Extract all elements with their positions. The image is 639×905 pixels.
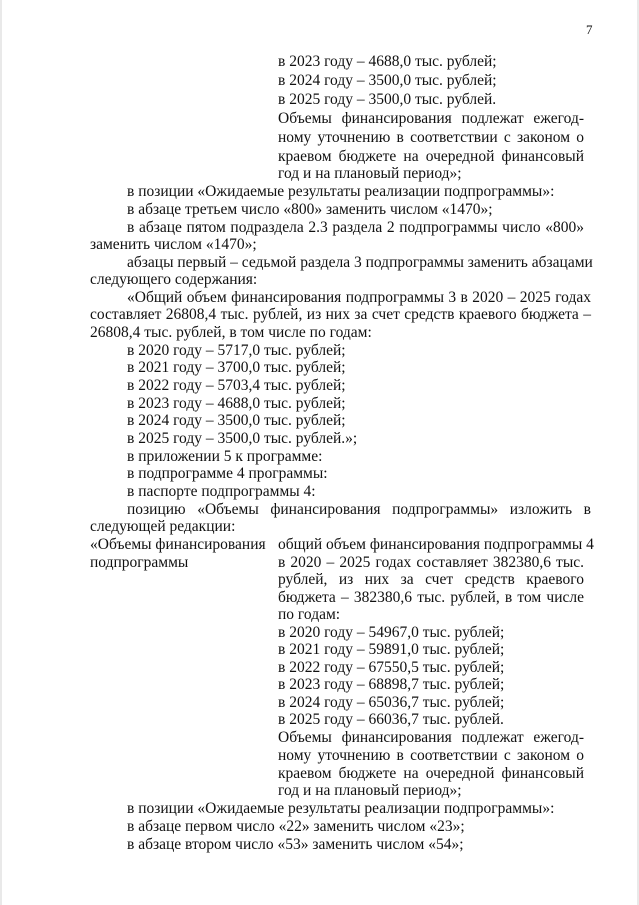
table-right-line-10: в 2024 году – 65036,7 тыс. рублей;	[278, 694, 505, 711]
table-right-line-6: в 2020 году – 54967,0 тыс. рублей;	[278, 624, 505, 641]
body-line-13: в 2023 году – 4688,0 тыс. рублей;	[127, 395, 346, 412]
body-line-12: в 2022 году – 5703,4 тыс. рублей;	[127, 377, 346, 394]
top-line-7: год и на плановый период»;	[278, 165, 462, 182]
body-line-3: в абзаце пятом подраздела 2.3 раздела 2 подпрограммы число «800»	[127, 219, 584, 236]
body-line-2: в абзаце третьем число «800» заменить числом «1470»;	[127, 201, 493, 218]
body-line-6: следующего содержания:	[90, 271, 258, 288]
table-left-line-2: подпрограммы	[90, 554, 189, 571]
body-line-8: составляет 26808,4 тыс. рублей, из них за счет средств краевого бюджета –	[90, 306, 591, 323]
table-right-line-14: краевом бюджете на очередной финансовый	[278, 765, 584, 782]
body-line-4: заменить числом «1470»;	[90, 236, 257, 253]
bottom-line-3: в абзаце втором число «53» заменить числом «54»;	[127, 836, 464, 853]
bottom-line-1: в позиции «Ожидаемые результаты реализации подпрограммы»:	[127, 800, 555, 817]
table-right-line-11: в 2025 году – 66036,7 тыс. рублей.	[278, 711, 504, 728]
body-line-1: в позиции «Ожидаемые результаты реализации подпрограммы»:	[127, 183, 555, 200]
table-right-line-2: в 2020 – 2025 годах составляет 382380,6 тыс.	[278, 554, 584, 571]
body-line-16: в приложении 5 к программе:	[127, 448, 323, 465]
body-line-18: в паспорте подпрограммы 4:	[127, 483, 316, 500]
top-line-3: в 2025 году – 3500,0 тыс. рублей.	[278, 91, 497, 108]
table-right-line-4: бюджета – 382380,6 тыс. рублей, в том числе	[278, 589, 584, 606]
table-right-line-15: год и на плановый период»;	[278, 782, 462, 799]
bottom-line-2: в абзаце первом число «22» заменить числом «23»;	[127, 818, 465, 835]
page-edge-left	[0, 0, 2, 905]
top-line-1: в 2023 году – 4688,0 тыс. рублей;	[278, 53, 497, 70]
top-line-5: ному уточнению в соответствии с законом о	[278, 129, 584, 146]
body-line-11: в 2021 году – 3700,0 тыс. рублей;	[127, 359, 346, 376]
body-line-17: в подпрограмме 4 программы:	[127, 465, 328, 482]
table-right-line-13: ному уточнению в соответствии с законом о	[278, 747, 584, 764]
table-right-line-8: в 2022 году – 67550,5 тыс. рублей;	[278, 659, 505, 676]
body-line-5: абзацы первый – седьмой раздела 3 подпрограммы заменить абзацами	[127, 254, 593, 271]
body-line-15: в 2025 году – 3500,0 тыс. рублей.»;	[127, 430, 358, 447]
table-right-line-9: в 2023 году – 68898,7 тыс. рублей;	[278, 676, 505, 693]
table-right-line-12: Объемы финансирования подлежат ежегод-	[278, 729, 584, 746]
table-right-line-7: в 2021 году – 59891,0 тыс. рублей;	[278, 641, 505, 658]
page-number: 7	[586, 22, 593, 37]
top-line-4: Объемы финансирования подлежат ежегод-	[278, 110, 584, 127]
top-line-2: в 2024 году – 3500,0 тыс. рублей;	[278, 72, 497, 89]
body-line-9: 26808,4 тыс. рублей, в том числе по годам:	[90, 324, 372, 341]
table-right-line-1: общий объем финансирования подпрограммы 4	[278, 536, 594, 553]
body-line-14: в 2024 году – 3500,0 тыс. рублей;	[127, 412, 346, 429]
table-right-line-5: по годам:	[278, 606, 341, 623]
body-line-19: позицию «Объемы финансирования подпрограммы» изложить в	[127, 501, 591, 518]
table-right-line-3: рублей, из них за счет средств краевого	[278, 571, 584, 588]
table-left-line-1: «Объемы финансирования	[90, 536, 266, 553]
body-line-7: «Общий объем финансирования подпрограммы 3 в 2020 – 2025 годах	[127, 289, 591, 306]
body-line-10: в 2020 году – 5717,0 тыс. рублей;	[127, 342, 346, 359]
body-line-20: следующей редакции:	[90, 518, 236, 535]
top-line-6: краевом бюджете на очередной финансовый	[278, 148, 584, 165]
